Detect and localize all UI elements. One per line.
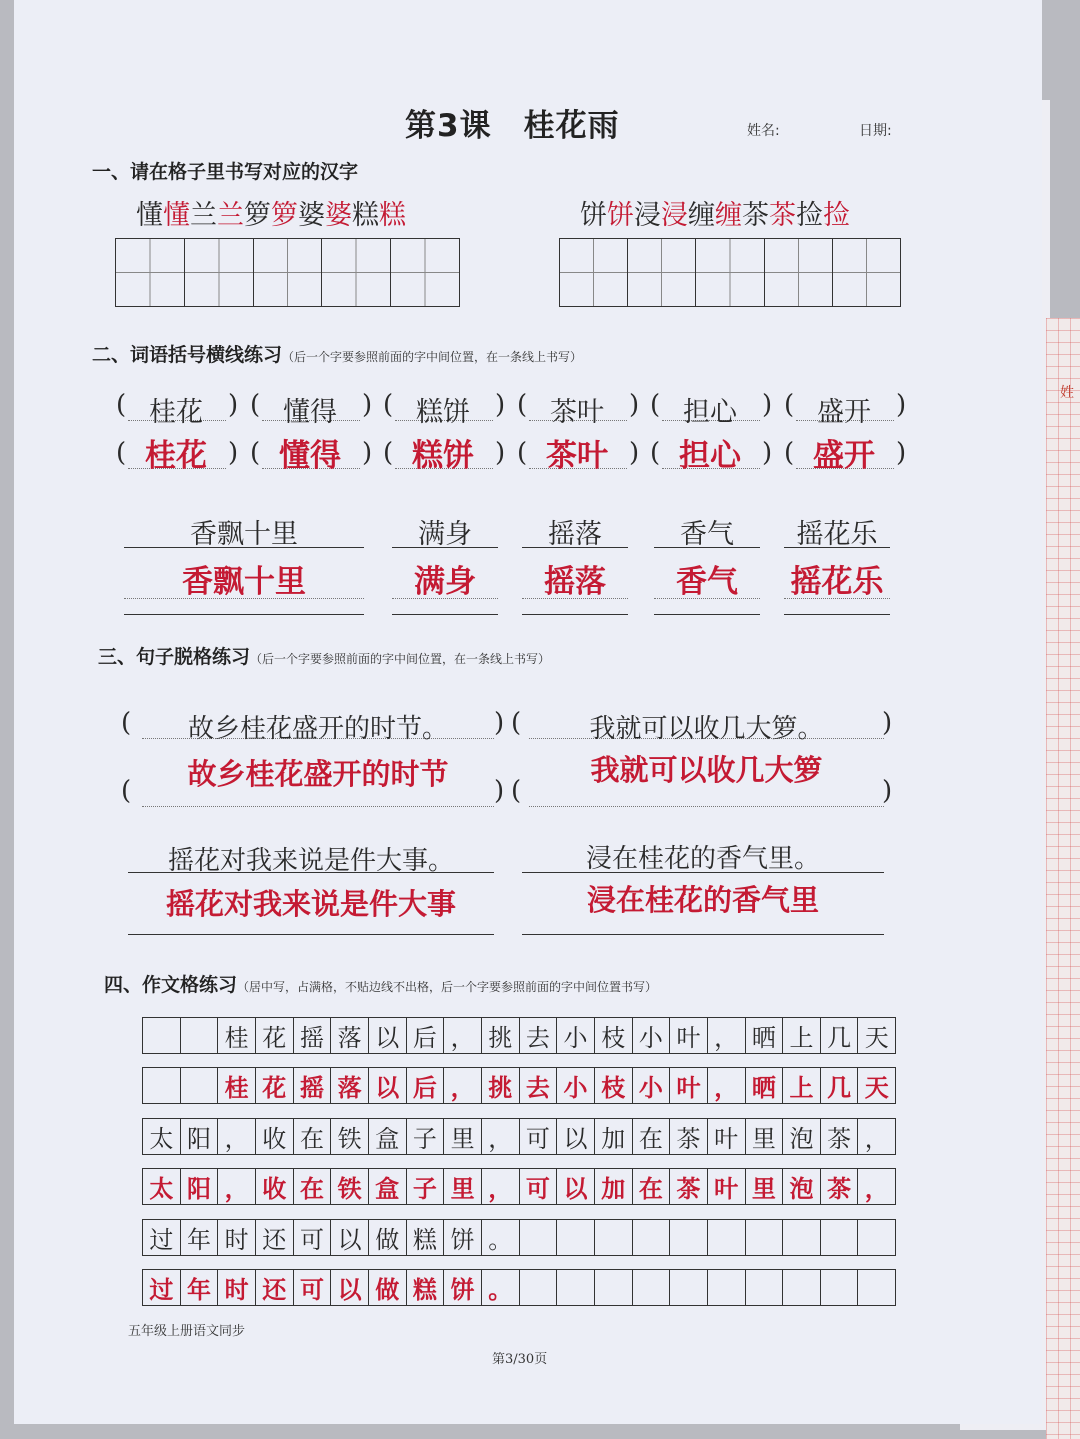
- composition-cell: [821, 1220, 859, 1255]
- s2-paren-red-word: 桂花: [145, 438, 207, 474]
- s2-close-paren: ): [896, 390, 907, 420]
- composition-cell: 还: [256, 1220, 294, 1255]
- composition-cell: 可: [294, 1270, 332, 1305]
- composition-cell: [143, 1068, 181, 1103]
- s2-paren-red-word: 茶叶: [546, 438, 608, 474]
- s2-close-paren: ): [495, 390, 506, 420]
- s1-right-grid: [559, 238, 901, 307]
- composition-cell: 。: [482, 1220, 520, 1255]
- composition-cell: 几: [821, 1018, 859, 1053]
- composition-row-red: [142, 1269, 896, 1306]
- composition-cell: 茶: [670, 1119, 708, 1154]
- s1-left-handwriting: 懂懂兰兰箩箩婆婆糕糕: [136, 200, 406, 231]
- composition-cell: [595, 1220, 633, 1255]
- s1-right-handwriting: 饼饼浸浸缠缠茶茶捡捡: [580, 200, 850, 231]
- composition-cell: [746, 1220, 784, 1255]
- red-grid-paper: [1046, 318, 1080, 1439]
- composition-cell: [520, 1270, 558, 1305]
- s2-paren-red-word: 糕饼: [412, 438, 474, 474]
- s3-close-paren: ): [882, 708, 893, 738]
- s2-close-paren: ): [228, 390, 239, 420]
- s2-line-red-word: 摇花乐: [790, 564, 884, 600]
- composition-cell: 做: [369, 1220, 407, 1255]
- composition-cell: 摇: [294, 1068, 332, 1103]
- composition-cell: 还: [256, 1270, 294, 1305]
- s3-model-1: 故乡桂花盛开的时节。: [187, 714, 448, 744]
- composition-cell: 里: [444, 1169, 482, 1204]
- composition-cell: 泡: [783, 1169, 821, 1204]
- s2-close-paren: ): [495, 438, 506, 468]
- s2-line-model-word: 香气: [680, 519, 734, 550]
- s2-line-model-word: 摇花乐: [796, 519, 878, 550]
- s2-open-paren: (: [517, 390, 528, 420]
- composition-cell: [143, 1018, 181, 1053]
- composition-cell: [520, 1220, 558, 1255]
- composition-cell: [633, 1220, 671, 1255]
- composition-cell: 糕: [407, 1270, 445, 1305]
- composition-cell: 以: [557, 1119, 595, 1154]
- name-label: 姓名:: [747, 123, 780, 139]
- s3-dotted-line: [529, 806, 884, 807]
- composition-cell: 挑: [482, 1068, 520, 1103]
- composition-cell: 以: [331, 1220, 369, 1255]
- composition-cell: 去: [520, 1018, 558, 1053]
- composition-cell: 小: [557, 1068, 595, 1103]
- composition-cell: ，: [482, 1119, 520, 1154]
- s2-close-paren: ): [762, 438, 773, 468]
- s2-line-model-word: 香飘十里: [190, 519, 298, 550]
- s2-open-paren: (: [116, 438, 127, 468]
- s3-line-model-1: 摇花对我来说是件大事。: [167, 846, 454, 876]
- section-4-heading: 四、作文格练习（居中写，占满格，不贴边线不出格，后一个字要参照前面的字中间位置书写）: [104, 974, 658, 996]
- composition-cell: 去: [520, 1068, 558, 1103]
- composition-cell: ，: [708, 1068, 746, 1103]
- composition-cell: 桂: [218, 1068, 256, 1103]
- composition-cell: 天: [864, 1024, 889, 1052]
- composition-cell: [181, 1068, 219, 1103]
- composition-cell: 收: [256, 1169, 294, 1204]
- s2-dotted-line: [124, 598, 364, 599]
- s3-open-paren: (: [121, 708, 132, 738]
- composition-cell: 在: [633, 1169, 671, 1204]
- composition-cell: 叶: [670, 1018, 708, 1053]
- s2-solid-line: [784, 614, 890, 615]
- s2-solid-line: [522, 614, 628, 615]
- s2-paren-model-word: 懂得: [283, 397, 337, 428]
- composition-cell: 上: [783, 1018, 821, 1053]
- date-label: 日期:: [859, 123, 892, 139]
- composition-cell: 天: [864, 1073, 889, 1102]
- composition-cell: ，: [864, 1125, 889, 1153]
- composition-cell: 枝: [595, 1018, 633, 1053]
- composition-cell: 晒: [746, 1068, 784, 1103]
- composition-cell: ，: [218, 1119, 256, 1154]
- s2-line-red-word: 香气: [676, 564, 738, 600]
- s2-open-paren: (: [250, 390, 261, 420]
- composition-cell: 以: [557, 1169, 595, 1204]
- composition-cell: 年: [181, 1220, 219, 1255]
- composition-cell: 加: [595, 1169, 633, 1204]
- composition-cell: 里: [746, 1119, 784, 1154]
- book-label: 五年级上册语文同步: [128, 1324, 246, 1339]
- composition-cell: 子: [407, 1169, 445, 1204]
- composition-cell: 小: [557, 1018, 595, 1053]
- s2-open-paren: (: [116, 390, 127, 420]
- s2-paren-model-word: 担心: [683, 397, 737, 428]
- composition-cell: 子: [407, 1119, 445, 1154]
- composition-cell: 以: [369, 1068, 407, 1103]
- composition-cell: 时: [218, 1270, 256, 1305]
- worksheet-page: [14, 0, 1042, 1424]
- s2-close-paren: ): [362, 390, 373, 420]
- composition-cell: [858, 1270, 895, 1305]
- s2-solid-line: [124, 547, 364, 548]
- composition-cell: 摇: [294, 1018, 332, 1053]
- composition-cell: 盒: [369, 1169, 407, 1204]
- composition-cell: [746, 1270, 784, 1305]
- composition-row-red: [142, 1067, 896, 1104]
- composition-cell: [670, 1220, 708, 1255]
- s2-line-red-word: 香飘十里: [182, 564, 306, 600]
- composition-cell: 时: [218, 1220, 256, 1255]
- composition-cell: [633, 1270, 671, 1305]
- composition-cell: 叶: [670, 1068, 708, 1103]
- s1-left-grid: [115, 238, 460, 307]
- composition-cell: 桂: [218, 1018, 256, 1053]
- s2-dotted-line: [522, 598, 628, 599]
- composition-cell: [181, 1018, 219, 1053]
- s2-close-paren: ): [629, 390, 640, 420]
- composition-cell: ，: [864, 1174, 889, 1203]
- composition-cell: [557, 1270, 595, 1305]
- composition-row-model: [142, 1017, 896, 1054]
- composition-cell: 糕: [407, 1220, 445, 1255]
- s2-line-model-word: 摇落: [548, 519, 602, 550]
- s2-dotted-line: [392, 598, 498, 599]
- s3-open-paren: (: [121, 776, 132, 806]
- composition-cell: 落: [331, 1018, 369, 1053]
- composition-cell: 太: [143, 1169, 181, 1204]
- composition-cell: 挑: [482, 1018, 520, 1053]
- s2-open-paren: (: [383, 438, 394, 468]
- s2-solid-line: [392, 547, 498, 548]
- s2-close-paren: ): [762, 390, 773, 420]
- composition-cell: 花: [256, 1068, 294, 1103]
- composition-cell: 铁: [331, 1119, 369, 1154]
- composition-cell: 茶: [821, 1169, 859, 1204]
- s2-dotted-line: [784, 598, 890, 599]
- s2-dotted-line: [654, 598, 760, 599]
- s2-open-paren: (: [650, 438, 661, 468]
- composition-cell: ，: [218, 1169, 256, 1204]
- s2-paren-model-word: 盛开: [817, 397, 871, 428]
- composition-cell: 过: [143, 1220, 181, 1255]
- s3-solid-line: [128, 934, 494, 935]
- composition-cell: [557, 1220, 595, 1255]
- composition-cell: 收: [256, 1119, 294, 1154]
- composition-cell: 叶: [708, 1169, 746, 1204]
- composition-cell: 年: [181, 1270, 219, 1305]
- composition-cell: 以: [331, 1270, 369, 1305]
- s2-close-paren: ): [362, 438, 373, 468]
- s3-dotted-line: [142, 806, 494, 807]
- s2-open-paren: (: [517, 438, 528, 468]
- s2-line-red-word: 摇落: [544, 564, 606, 600]
- composition-cell: [708, 1220, 746, 1255]
- s2-paren-red-word: 盛开: [813, 438, 875, 474]
- composition-cell: 铁: [331, 1169, 369, 1204]
- s3-solid-line: [522, 872, 884, 873]
- composition-cell: 过: [143, 1270, 181, 1305]
- s2-solid-line: [654, 614, 760, 615]
- s2-open-paren: (: [250, 438, 261, 468]
- composition-cell: 。: [482, 1270, 520, 1305]
- composition-cell: 在: [294, 1169, 332, 1204]
- page-number: 第3/30页: [492, 1352, 548, 1367]
- composition-cell: [783, 1270, 821, 1305]
- composition-cell: 可: [294, 1220, 332, 1255]
- s3-solid-line: [128, 872, 494, 873]
- composition-cell: 上: [783, 1068, 821, 1103]
- composition-cell: 可: [520, 1169, 558, 1204]
- composition-cell: 太: [143, 1119, 181, 1154]
- composition-row-red: [142, 1168, 896, 1205]
- composition-cell: 阳: [181, 1169, 219, 1204]
- composition-cell: 花: [256, 1018, 294, 1053]
- s2-line-model-word: 满身: [418, 519, 472, 550]
- s2-solid-line: [522, 547, 628, 548]
- composition-row-model: [142, 1219, 896, 1256]
- composition-cell: 茶: [821, 1119, 859, 1154]
- s2-paren-model-word: 桂花: [149, 397, 203, 428]
- composition-cell: 在: [633, 1119, 671, 1154]
- s2-solid-line: [654, 547, 760, 548]
- s2-open-paren: (: [784, 438, 795, 468]
- s2-solid-line: [784, 547, 890, 548]
- composition-cell: 做: [369, 1270, 407, 1305]
- s2-open-paren: (: [650, 390, 661, 420]
- s3-model-2: 我就可以收几大箩。: [589, 714, 824, 744]
- composition-cell: 落: [331, 1068, 369, 1103]
- composition-cell: 枝: [595, 1068, 633, 1103]
- composition-cell: 泡: [783, 1119, 821, 1154]
- s2-paren-red-word: 懂得: [279, 438, 341, 474]
- composition-cell: [708, 1270, 746, 1305]
- composition-cell: 小: [633, 1018, 671, 1053]
- s3-line-model-2: 浸在桂花的香气里。: [585, 844, 820, 874]
- s2-paren-model-word: 茶叶: [550, 397, 604, 428]
- s3-red-1: 故乡桂花盛开的时节: [187, 757, 449, 791]
- composition-cell: [670, 1270, 708, 1305]
- composition-cell: ，: [708, 1018, 746, 1053]
- section-1-heading: 一、请在格子里书写对应的汉字: [92, 161, 359, 183]
- section-2-heading: 二、词语括号横线练习（后一个字要参照前面的字中间位置，在一条线上书写）: [92, 344, 583, 366]
- composition-cell: ，: [444, 1068, 482, 1103]
- s3-open-paren: (: [511, 708, 522, 738]
- composition-cell: 盒: [369, 1119, 407, 1154]
- s2-line-red-word: 满身: [414, 564, 476, 600]
- s3-open-paren: (: [511, 776, 522, 806]
- s3-close-paren: ): [494, 776, 505, 806]
- s3-close-paren: ): [882, 776, 893, 806]
- composition-cell: [821, 1270, 859, 1305]
- s2-close-paren: ): [896, 438, 907, 468]
- composition-cell: 饼: [444, 1270, 482, 1305]
- s2-paren-model-word: 糕饼: [416, 397, 470, 428]
- s2-solid-line: [124, 614, 364, 615]
- s3-line-red-2: 浸在桂花的香气里: [586, 883, 819, 917]
- composition-cell: 里: [746, 1169, 784, 1204]
- composition-cell: 茶: [670, 1169, 708, 1204]
- composition-cell: 叶: [708, 1119, 746, 1154]
- s2-paren-red-word: 担心: [679, 438, 741, 474]
- composition-cell: 后: [407, 1018, 445, 1053]
- section-3-heading: 三、句子脱格练习（后一个字要参照前面的字中间位置，在一条线上书写）: [98, 646, 551, 668]
- s3-line-red-1: 摇花对我来说是件大事: [165, 887, 456, 921]
- s2-close-paren: ): [629, 438, 640, 468]
- composition-cell: [783, 1220, 821, 1255]
- composition-cell: 小: [633, 1068, 671, 1103]
- composition-cell: [858, 1220, 895, 1255]
- composition-cell: 里: [444, 1119, 482, 1154]
- composition-cell: 以: [369, 1018, 407, 1053]
- s3-close-paren: ): [494, 708, 505, 738]
- composition-row-model: [142, 1118, 896, 1155]
- s3-solid-line: [522, 934, 884, 935]
- composition-cell: 后: [407, 1068, 445, 1103]
- composition-cell: 阳: [181, 1119, 219, 1154]
- composition-cell: 可: [520, 1119, 558, 1154]
- composition-cell: 几: [821, 1068, 859, 1103]
- s2-close-paren: ): [228, 438, 239, 468]
- s2-solid-line: [392, 614, 498, 615]
- s3-red-2: 我就可以收几大箩: [590, 753, 823, 787]
- composition-cell: 晒: [746, 1018, 784, 1053]
- page-title: 第3课 桂花雨: [405, 108, 620, 144]
- composition-cell: ，: [444, 1018, 482, 1053]
- composition-cell: ，: [482, 1169, 520, 1204]
- s2-open-paren: (: [383, 390, 394, 420]
- composition-cell: 饼: [444, 1220, 482, 1255]
- composition-cell: 在: [294, 1119, 332, 1154]
- s2-open-paren: (: [784, 390, 795, 420]
- side-name-label: 姓: [1060, 385, 1074, 401]
- composition-cell: 加: [595, 1119, 633, 1154]
- composition-cell: [595, 1270, 633, 1305]
